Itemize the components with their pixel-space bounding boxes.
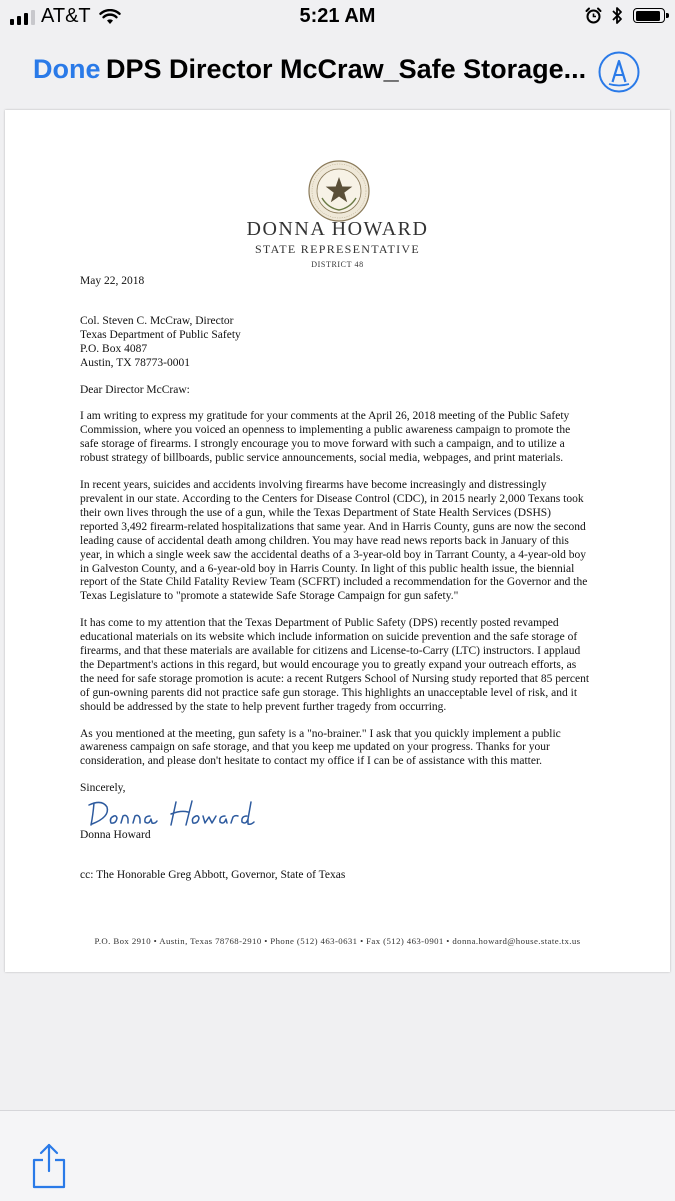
paragraph: In recent years, suicides and accidents involving firearms have become increasingly and distressingly prevalent in our state. According to the Centers for Disease Control (CDC), in 2015 nearly 2,000 Texans took their own lives through the use of a gun, while the Texas Department of State Health Services (DSHS) reported 3,492 firearm-related hospitalizations that same year. And in Harris County, guns are now the second leading cause of accidental death among children. You may have read news reports back in January of this year, in which a single week saw the accidental deaths of a 3-year-old boy in Tarrant County, a 4-year-old boy in Galveston County, and a 6-year-old boy in Harris County. In light of this public health issue, the biennial report of the State Child Fatality Review Team (SCFRT) included a recommendation for the Governor and the Texas Legislature to "promote a statewide Safe Storage Campaign for gun safety." — [80, 479, 588, 603]
signer-name: Donna Howard — [80, 829, 151, 842]
paragraph: It has come to my attention that the Texas Department of Public Safety (DPS) recently posted revamped educational materials on its website which include information on suicide prevention and the safe storage of firearms, and that these materials are available for citizens and License-to-Carry (LTC) instructors. I applaud the Department's actions in this regard, but would encourage you to greatly expand your outreach efforts, as the need for safe storage promotion is acute: a recent Rutgers School of Nursing study reported that 85 percent of gun-owning parents did not practice safe gun storage. This highlights an unacceptable level of risk, and it should be addressed by the state to help prevent further tragedy from occurring. — [80, 617, 590, 713]
address-line: Texas Department of Public Safety — [80, 328, 241, 341]
alarm-icon — [585, 7, 602, 24]
recipient-address — [80, 315, 590, 371]
status-bar — [0, 0, 675, 34]
share-icon[interactable] — [31, 1143, 67, 1189]
closing: Sincerely, — [80, 782, 126, 795]
state-of-texas-seal-icon — [308, 160, 370, 222]
clock: 5:21 AM — [299, 5, 376, 27]
letter-date: May 22, 2018 — [80, 275, 145, 287]
nav-bar — [0, 34, 675, 104]
paragraph: As you mentioned at the meeting, gun safety is a "no-brainer." I ask that you quickly implement a public awareness campaign on safe storage, and that you keep me updated on your progress. Thanks for your consideration, and please don't hesitate to contact my office if I can be of assistance with this matter. — [80, 727, 561, 768]
address-line: Austin, TX 78773-0001 — [80, 356, 190, 369]
letterhead-district: DISTRICT 48 — [311, 260, 364, 269]
status-right — [585, 6, 665, 25]
battery-icon — [633, 8, 665, 23]
bottom-toolbar — [0, 1110, 675, 1201]
markup-pen-icon[interactable] — [598, 51, 640, 93]
letterhead-title: STATE REPRESENTATIVE — [254, 242, 421, 256]
bluetooth-icon — [612, 6, 623, 25]
paragraph: I am writing to express my gratitude for your comments at the April 26, 2018 meeting of the Public Safety Commission, where you voiced an openness to implementing a public awareness campaign to promote the safe storage of firearms. I strongly encourage you to move forward with such a campaign, and to utilize a robust strategy of billboards, public service announcements, social media, webpages, and print materials. — [80, 410, 571, 465]
handwritten-signature — [80, 797, 255, 829]
done-button[interactable]: Done — [33, 54, 101, 84]
address-line: Col. Steven C. McCraw, Director — [80, 314, 234, 327]
letterhead-footer: P.O. Box 2910 • Austin, Texas 78768-2910 • Phone (512) 463-0631 • Fax (512) 463-0901 • donna.howard@house.state.tx.us — [94, 936, 581, 946]
letterhead-name: DONNA HOWARD — [246, 218, 429, 240]
document-page — [5, 110, 670, 972]
letter-body — [80, 275, 590, 883]
document-title: DPS Director McCraw_Safe Storage... — [106, 54, 587, 84]
address-line: P.O. Box 4087 — [80, 342, 148, 355]
cc-line: cc: The Honorable Greg Abbott, Governor, State of Texas — [80, 869, 346, 882]
salutation: Dear Director McCraw: — [80, 383, 190, 396]
carrier-label: AT&T — [41, 5, 91, 27]
